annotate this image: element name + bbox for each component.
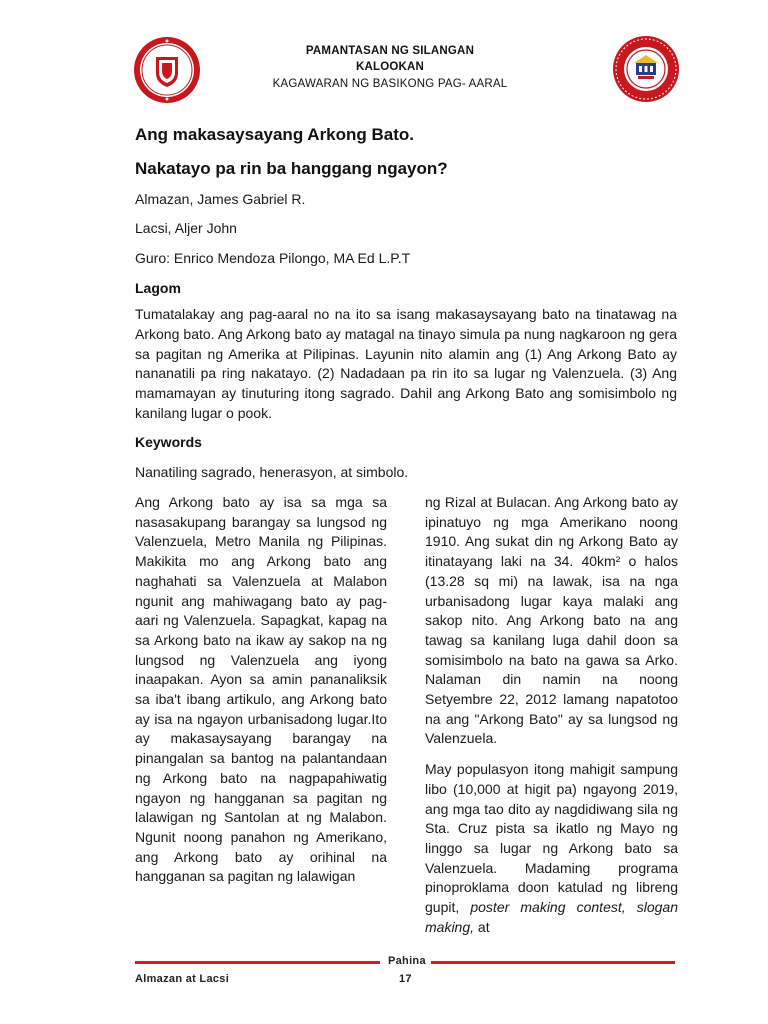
teacher-credit: Guro: Enrico Mendoza Pilongo, MA Ed L.P.T [135,250,411,266]
paper-title-line-2: Nakatayo pa rin ba hanggang ngayon? [135,159,448,178]
footer-rule-right [431,961,675,964]
department-name: KAGAWARAN NG BASIKONG PAG- AARAL [272,78,508,90]
body-paragraph [425,760,678,937]
paper-title-line-1: Ang makasaysayang Arkong Bato. [135,125,415,144]
page-label: Pahina [388,955,426,967]
author-2: Lacsi, Aljer John [135,220,237,236]
university-name: PAMANTASAN NG SILANGAN [305,45,475,57]
abstract-text: Tumatalakay ang pag-aaral no na ito sa isang makasaysayang bato na tinatawag na Arkong bato. Ang Arkong bato ay matagal na tinayo simula pa nung nagkaroon ng gera sa pagitan ng Amerika at Pilipinas. Layunin nito alamin ang (1) Ang Arkong Bato ay nananatili pa ring nakatayo. (2) Nadadaan pa rin ito sa lugar ng Valenzuela. (3) Ang mamamayan ay tinuturing itong sagrado. Dahil ang Arkong Bato ang somisimbolo ng kanilang lugar o pook. [135,306,677,421]
footer-authors: Almazan at Lacsi [135,973,230,985]
keywords-text: Nanatiling sagrado, henerasyon, at simbolo. [135,464,409,480]
body-column-left [135,493,387,898]
university-seal-icon [132,35,202,105]
footer-rule-left [135,961,380,964]
abstract-heading: Lagom [135,280,181,296]
italic-terms: poster making contest, slogan making, [425,899,678,935]
keywords-heading: Keywords [135,434,202,450]
author-1: Almazan, James Gabriel R. [135,191,306,207]
paragraph-text-end: at [477,918,490,935]
body-paragraph: ng Rizal at Bulacan. Ang Arkong bato ay ipinatuyo ng mga Amerikano noong 1910. Ang sukat din ng Arkong Bato ay itinatayang laki na 34. 40km² o halos (13.28 sq mi) na lawak, isa na nga urbanisadong lugar kaya malaki ang sakop nito. Ang Arkong bato na ang tawag sa kanilang luga dahil doon sa somisimbolo na bato na gawa sa Arko. Nalaman din namin na noong Setyembre 22, 2012 lamang napatotoo na ang "Arkong Bato" ay sa lungsod ng Valenzuela. [425,494,678,747]
paragraph-text: May populasyon itong mahigit sampung libo (10,000 at higit pa) ngayong 2019, ang mga tao dito ay nagdidiwang sila ng Sta. Cruz pista sa ikatlo ng Mayo ng linggo sa lugar ng Arkong bato sa Valenzuela. Madaming programa pinoproklama doon katulad ng libreng gupit, [425,761,678,916]
page-number: 17 [399,973,412,985]
campus-name: KALOOKAN [355,61,425,73]
body-column-right [425,493,678,948]
body-paragraph: Ang Arkong bato ay isa sa mga sa nasasakupang barangay sa lungsod ng Valenzuela, Metro Manila ng Pilipinas. Makikita mo ang Arkong bato ang naghahati sa Valenzuela at Malabon ngunit ang mahiwagang bato ay pag-aari ng Valenzuela. Sapagkat, kapag na sa Arkong bato na ikaw ay sakop na ng lungsod ng Valenzuela ang iyong inaapakan. Ayon sa amin pananaliksik sa iba't ibang artikulo, ang Arkong bato ay isa na ngayon urbanisadong lugar.Ito ay makasaysayang barangay na pinangalan sa bantog na palantandaan ng Arkong bato na nagpapahiwatig ngayon ng hangganan sa pagitan ng lalawigan ng Santolan at ng Malabon. Ngunit noong panahon ng Amerikano, ang Arkong bato ay orihinal na hangganan sa pagitan ng lalawigan [135,494,387,885]
department-seal-icon [612,35,680,103]
